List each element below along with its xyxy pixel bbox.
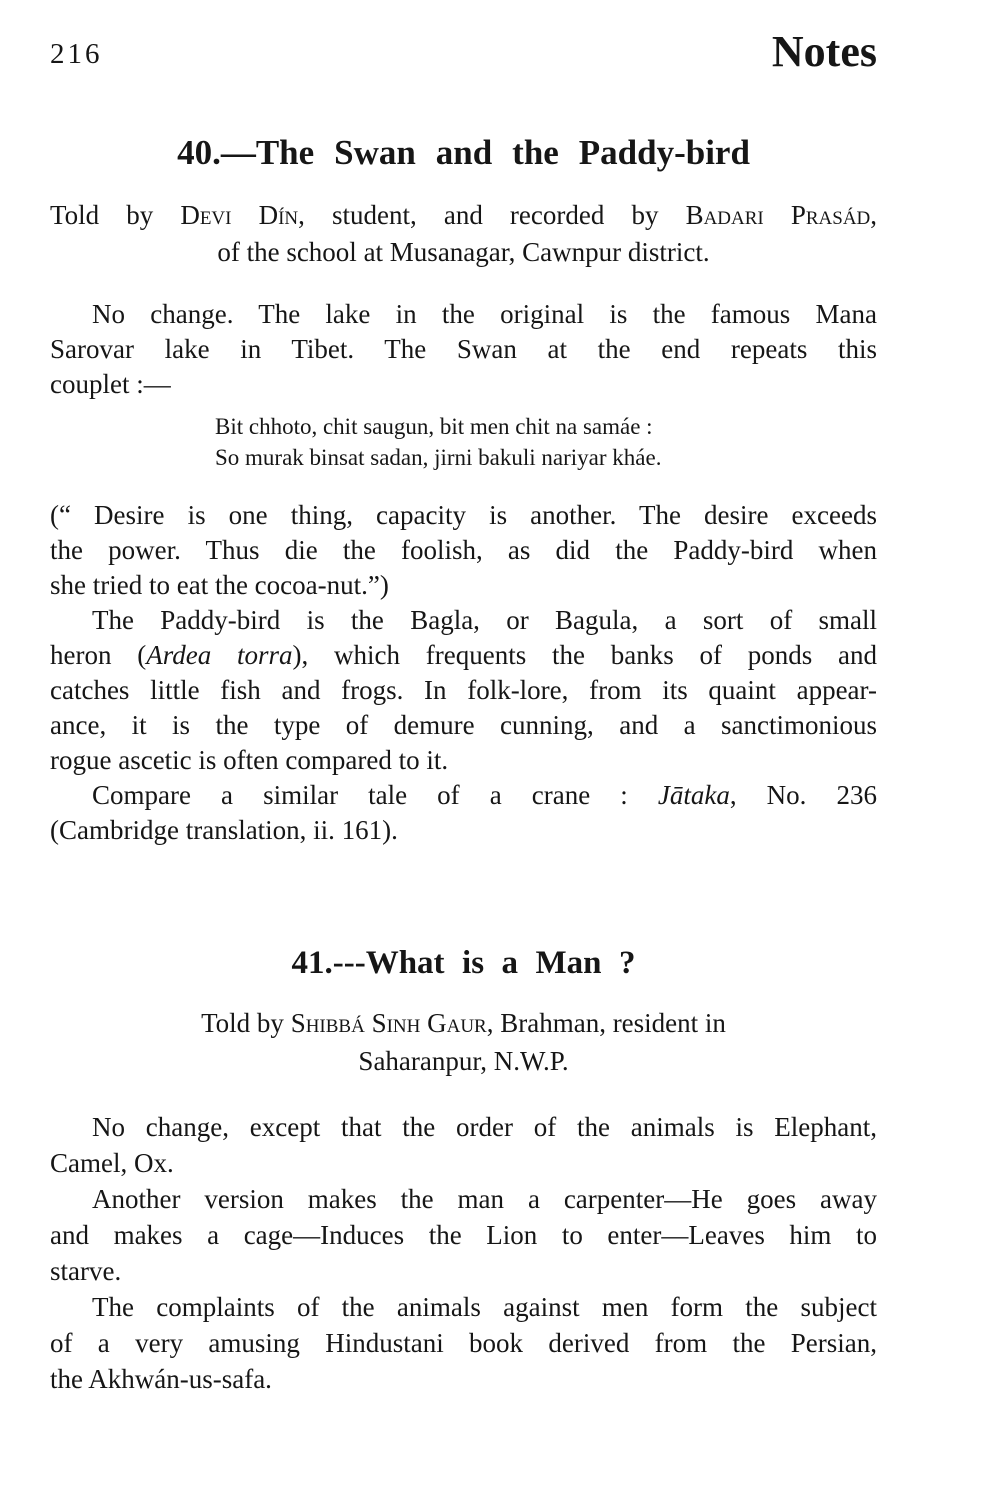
text-line: No change, except that the order of the animals is Elephant,	[92, 1112, 877, 1143]
page-number: 216	[50, 38, 103, 70]
attribution-text: Told by	[201, 1008, 291, 1039]
text-line: of a very amusing Hindustani book derived from the Persian,	[50, 1328, 877, 1359]
text-line	[50, 778, 877, 813]
text-run: ), which frequents the banks of ponds and	[292, 640, 877, 671]
attribution-text: , Brahman, resident in	[486, 1008, 726, 1039]
text-line: Camel, Ox.	[50, 1148, 174, 1179]
attribution-line	[50, 197, 877, 234]
paragraph-paddybird	[50, 603, 877, 778]
text-line: the power. Thus die the foolish, as did the Paddy-bird when	[50, 535, 877, 566]
text-line: the Akhwán-us-safa.	[50, 1364, 272, 1395]
text-line: (Cambridge translation, ii. 161).	[50, 815, 398, 846]
paragraph-complaints	[50, 1289, 877, 1397]
text-line: starve.	[50, 1256, 122, 1287]
attribution-text: , student, and recorded by	[298, 200, 686, 231]
teller-name: Devi Dín	[180, 200, 299, 231]
attribution-line	[50, 1004, 877, 1042]
text-line: Sarovar lake in Tibet. The Swan at the end repeats this	[50, 334, 877, 365]
text-run: heron (	[50, 640, 147, 671]
section-40-attribution	[50, 197, 877, 271]
text-run: Compare a similar tale of a crane :	[92, 780, 658, 811]
attribution-text: Told by	[50, 200, 181, 231]
text-line: (“ Desire is one thing, capacity is another. The desire exceeds	[50, 500, 877, 531]
text-line: The Paddy-bird is the Bagla, or Bagula, a sort of small	[92, 605, 877, 636]
text-line: rogue ascetic is often compared to it.	[50, 745, 449, 776]
attribution-line: of the school at Musanagar, Cawnpur district.	[217, 237, 710, 268]
running-header	[50, 28, 877, 76]
text-run: , No. 236	[729, 780, 877, 811]
couplet-verse	[215, 411, 877, 473]
text-line: and makes a cage—Induces the Lion to enter—Leaves him to	[50, 1220, 877, 1251]
paragraph-translation	[50, 498, 877, 603]
paragraph-carpenter	[50, 1181, 877, 1289]
text-line: Another version makes the man a carpenter—He goes away	[92, 1184, 877, 1215]
text-line: catches little fish and frogs. In folk-lore, from its quaint appear-	[50, 675, 877, 706]
paragraph-intro	[50, 297, 877, 402]
section-41-heading: 41.---What is a Man ?	[291, 945, 636, 982]
text-line	[50, 638, 877, 673]
text-line: No change. The lake in the original is the famous Mana	[92, 299, 877, 330]
text-line: ance, it is the type of demure cunning, and a sanctimonious	[50, 710, 877, 741]
attribution-line: Saharanpur, N.W.P.	[358, 1046, 569, 1077]
recorder-name: Badari Prasád	[685, 200, 871, 231]
couplet-line: Bit chhoto, chit saugun, bit men chit na samáe :	[215, 414, 653, 440]
text-line: she tried to eat the cocoa-nut.”)	[50, 570, 389, 601]
book-title-italic: Jātaka	[657, 780, 730, 811]
paragraph-compare	[50, 778, 877, 848]
text-line: couplet :—	[50, 369, 171, 400]
section-41-attribution	[50, 1004, 877, 1080]
text-block	[50, 28, 877, 1397]
attribution-text: ,	[870, 200, 878, 231]
section-40-heading: 40.—The Swan and the Paddy-bird	[177, 133, 750, 173]
species-name-italic: Ardea torra	[146, 640, 293, 671]
text-line: The complaints of the animals against men form the subject	[92, 1292, 877, 1323]
running-title: Notes	[771, 27, 877, 76]
paragraph-nochange	[50, 1109, 877, 1181]
couplet-line: So murak binsat sadan, jirni bakuli nariyar kháe.	[215, 445, 662, 471]
teller-name: Shibbá Sinh Gaur	[290, 1008, 487, 1039]
